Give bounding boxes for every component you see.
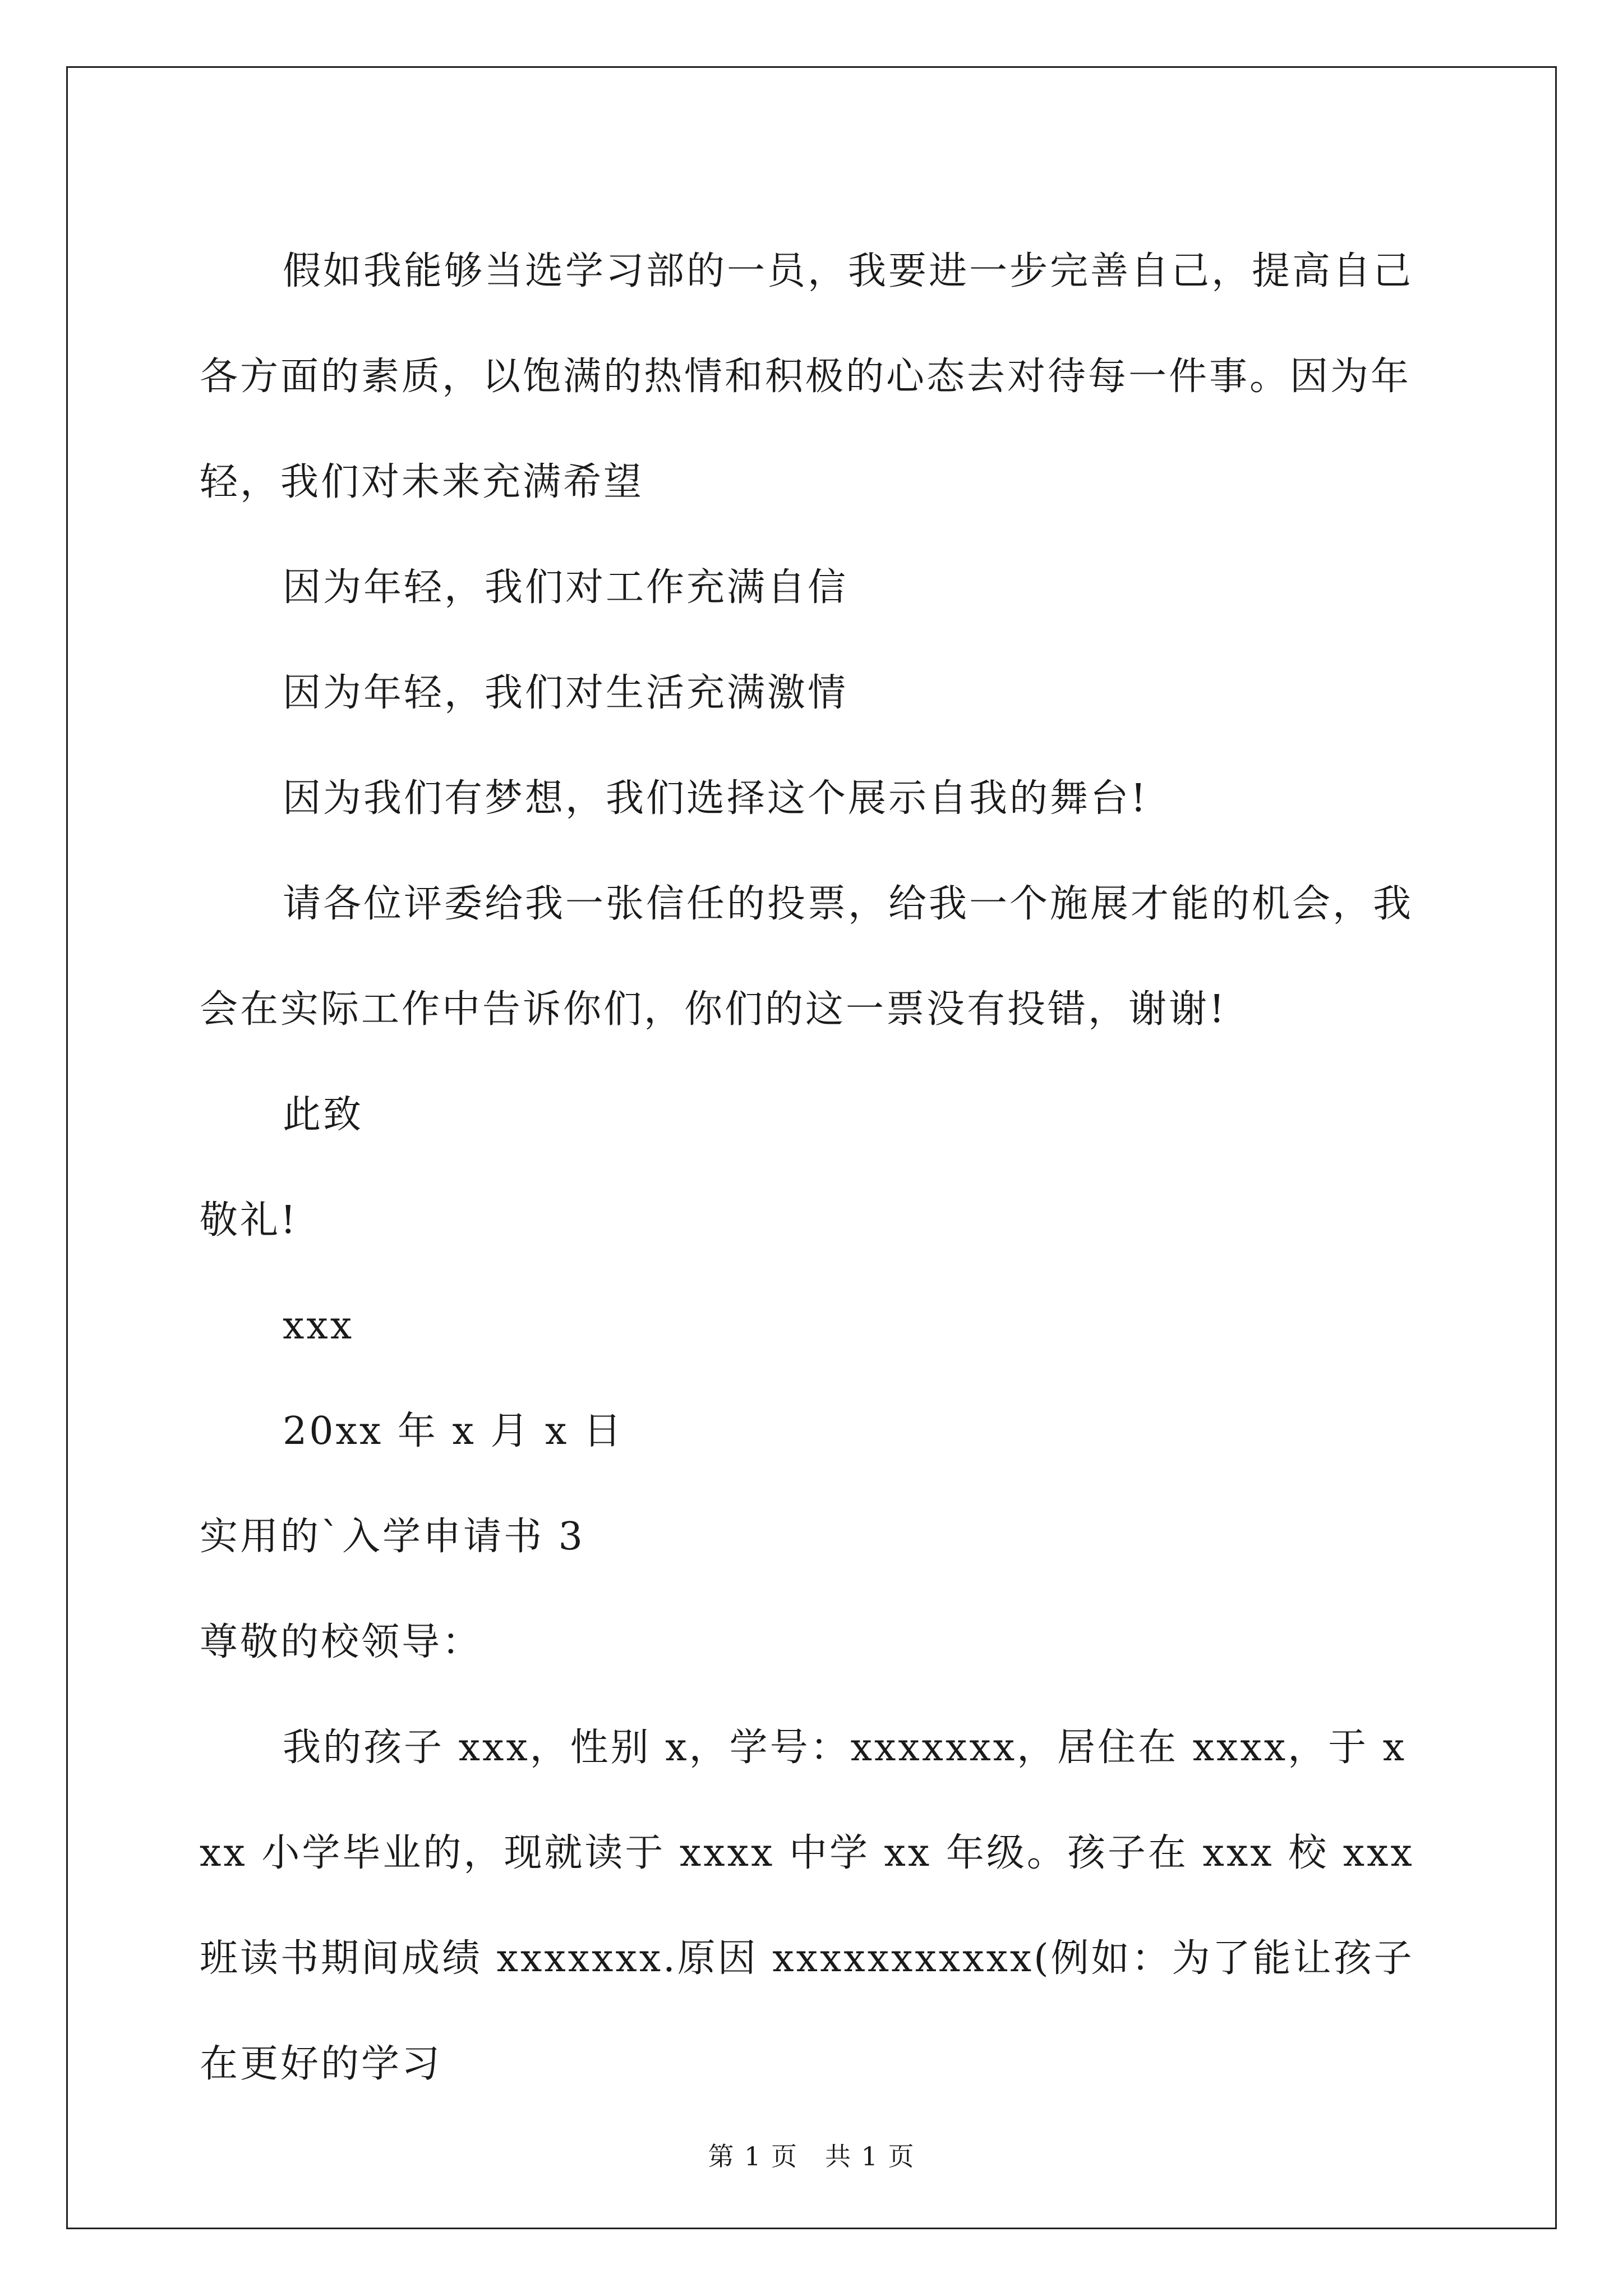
page-number-footer: 第 1 页 共 1 页	[708, 2141, 915, 2171]
closing-regards: 敬礼!	[200, 1198, 298, 1243]
letter-greeting: 尊敬的校领导：	[200, 1620, 483, 1664]
signature-date: 20xx 年 x 月 x 日	[283, 1409, 624, 1453]
paragraph: 因为年轻，我们对生活充满激情	[283, 671, 849, 715]
signature-name: xxx	[283, 1304, 354, 1348]
closing-salutation: 此致	[283, 1093, 364, 1137]
paragraph: 假如我能够当选学习部的一员，我要进一步完善自己，提高自己各方面的素质，以饱满的热情和积极的心态去对待每一件事。因为年轻，我们对未来充满希望	[200, 249, 1414, 504]
section-heading: 实用的`入学申请书 3	[200, 1515, 585, 1559]
document-body	[200, 219, 1428, 2117]
paragraph: 因为年轻，我们对工作充满自信	[283, 565, 849, 610]
paragraph: 因为我们有梦想，我们选择这个展示自我的舞台!	[283, 776, 1149, 821]
paragraph: 请各位评委给我一张信任的投票，给我一个施展才能的机会，我会在实际工作中告诉你们，你们的这一票没有投错，谢谢!	[200, 882, 1414, 1032]
paragraph: 我的孩子 xxx，性别 x，学号：xxxxxxx，居住在 xxxx，于 xxx 小学毕业的，现就读于 xxxx 中学 xx 年级。孩子在 xxx 校 xxx 班读书期间成绩 xxxxxxx.原因 xxxxxxxxxxx(例如：为了能让孩子在更好的学习	[200, 1726, 1414, 2086]
